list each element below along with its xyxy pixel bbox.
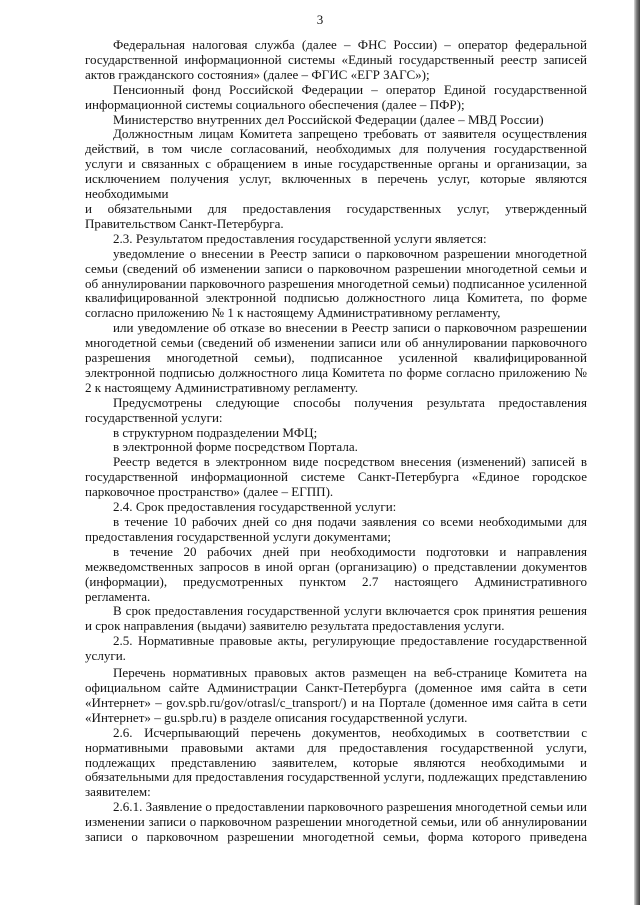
section-2-6-1-heading: 2.6.1. Заявление о предоставлении парковочного разрешения многодетной семьи или изменении записи о парковочном разрешении многодетной семьи, или об аннулировании записи о парковочном разрешении многодетной семьи, форма которого приведена: [85, 799, 587, 845]
document-body: [85, 38, 587, 845]
list-item-portal: в электронной форме посредством Портала.: [113, 439, 358, 455]
paragraph-term-includes: В срок предоставления государственной услуги включается срок принятия решения и срок направления (выдачи) заявителю результата предоставления услуги.: [85, 603, 587, 634]
paragraph-prohibition: Должностным лицам Комитета запрещено требовать от заявителя осуществления действий, в том числе согласований, необходимых для получения государственной услуги и связанных с обращением в иные государственные органы и организации, за исключением получения услуг, включенных в перечень услуг, которые являются необходимыми: [85, 126, 587, 202]
paragraph-prohibition-cont: и обязательными для предоставления государственных услуг, утвержденный Правительством Санкт-Петербурга.: [85, 200, 587, 231]
paragraph-pfr: Пенсионный фонд Российской Федерации – оператор Единой государственной информационной системы социального обеспечения (далее – ПФР);: [85, 81, 587, 112]
list-item-mfc: в структурном подразделении МФЦ;: [113, 424, 318, 440]
paragraph-fns: Федеральная налоговая служба (далее – ФНС России) – оператор федеральной государственной информационной системы «Единый государственный реестр записей актов гражданского состояния» (далее – ФГИС «ЕГР ЗАГС»);: [85, 37, 587, 82]
section-2-5-heading: 2.5. Нормативные правовые акты, регулирующие предоставление государственной услуги.: [85, 633, 587, 664]
section-2-4-heading: 2.4. Срок предоставления государственной услуги:: [113, 499, 397, 515]
paragraph-result-notice: уведомление о внесении в Реестр записи о парковочном разрешении многодетной семьи (сведений об изменении записи о парковочном разрешении многодетной семьи и об аннулировании парковочного разрешения многодетной семьи) подписанное усиленной квалифицированной электронной подписью должностного лица Комитета, по форме согласно приложению № 1 к настоящему Административному регламенту,: [85, 245, 587, 321]
paragraph-registry: Реестр ведется в электронном виде посредством внесения (изменений) записей в государственной информационной системе Санкт-Петербурга «Единое городское парковочное пространство» (далее – ЕГПП).: [85, 454, 587, 500]
paragraph-result-refusal: или уведомление об отказе во внесении в Реестр записи о парковочном разрешении многодетной семьи (сведений об изменении записи или об аннулировании парковочного разрешения многодетной семьи), подписанное усиленной квалифицированной электронной подписью должностного лица Комитета по форме согласно приложению № 2 к настоящему Административному регламенту.: [85, 320, 587, 395]
paragraph-term-20-days: в течение 20 рабочих дней при необходимости подготовки и направления межведомственных запросов в иной орган (организацию) о представлении документов (информации), предусмотренных пунктом 2.7 настоящего Административного регламента.: [85, 543, 587, 604]
paragraph-legal-acts: Перечень нормативных правовых актов размещен на веб-странице Комитета на официальном сайте Администрации Санкт-Петербурга (доменное имя сайта в сети «Интернет» – gov.spb.ru/gov/otrasl/c_transport/) и на Портале (доменное имя сайта в сети «Интернет» – gu.spb.ru) в разделе описания государственной услуги.: [85, 665, 587, 725]
paragraph-term-10-days: в течение 10 рабочих дней со дня подачи заявления со всеми необходимыми для предоставления государственной услуги документами;: [85, 514, 587, 544]
section-2-6-heading: 2.6. Исчерпывающий перечень документов, необходимых в соответствии с нормативными правовыми актами для предоставления государственной услуги, подлежащих представлению заявителем, которые являются необходимыми и обязательными для предоставления государственной услуги, подлежащих представлению заявителем:: [85, 724, 587, 800]
paragraph-mvd: Министерство внутренних дел Российской Федерации (далее – МВД России): [113, 111, 544, 127]
scan-edge-shadow: [634, 0, 640, 905]
section-2-3-heading: 2.3. Результатом предоставления государственной услуги является:: [113, 230, 487, 246]
paragraph-methods: Предусмотрены следующие способы получения результата предоставления государственной услуги:: [85, 394, 587, 425]
page-number: 3: [316, 12, 324, 27]
